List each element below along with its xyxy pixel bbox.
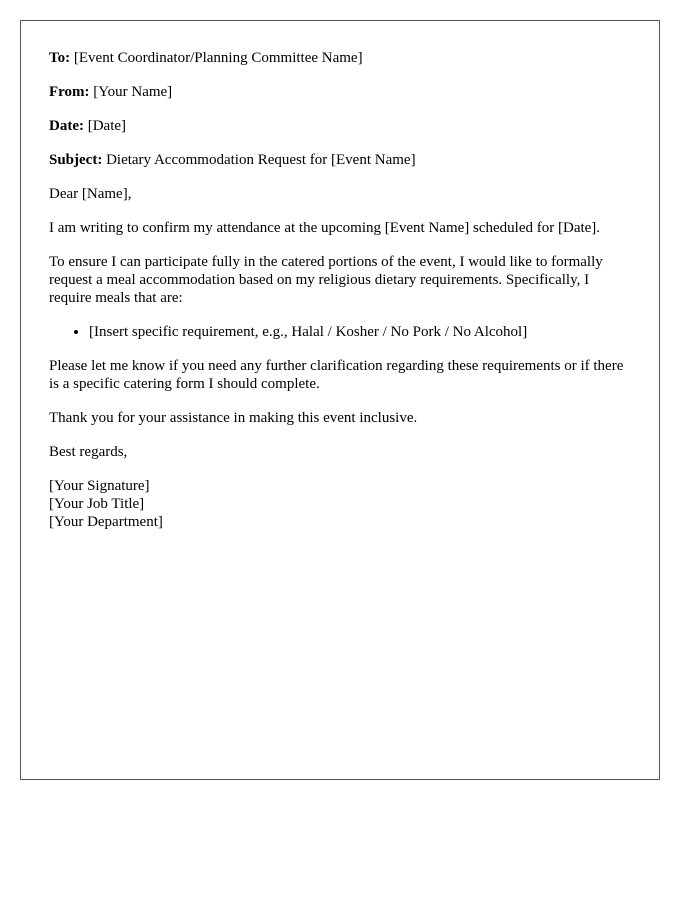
subject-label: Subject:	[49, 152, 103, 168]
to-value: [Event Coordinator/Planning Committee Name]	[73, 50, 363, 66]
date-value: [Date]	[87, 118, 127, 134]
requirement-item: • [Insert specific requirement, e.g., Halal / Kosher / No Pork / No Alcohol]	[89, 323, 631, 341]
from-value: [Your Name]	[93, 84, 173, 100]
to-label: To:	[49, 50, 71, 66]
paragraph-request: To ensure I can participate fully in the catered portions of the event, I would like to formally request a meal accommodation based on my religious dietary requirements. Specifically, I require meals that are:	[49, 254, 603, 306]
to-line	[49, 49, 631, 67]
signature: [Your Signature]	[49, 478, 150, 494]
salutation: Dear [Name],	[49, 186, 132, 202]
paragraph-attendance: I am writing to confirm my attendance at the upcoming [Event Name] scheduled for [Date].	[49, 220, 601, 236]
paragraph-clarification: Please let me know if you need any further clarification regarding these requirements or if there is a specific catering form I should complete.	[49, 358, 624, 392]
signature-block	[49, 477, 631, 531]
sign-off: Best regards,	[49, 444, 128, 460]
paragraph-thanks: Thank you for your assistance in making this event inclusive.	[49, 410, 418, 426]
requirements-list	[49, 323, 631, 341]
date-line	[49, 117, 631, 135]
letter-page	[20, 20, 660, 780]
subject-value: Dietary Accommodation Request for [Event Name]	[106, 152, 416, 168]
from-line	[49, 83, 631, 101]
subject-line	[49, 151, 631, 169]
from-label: From:	[49, 84, 90, 100]
job-title: [Your Job Title]	[49, 496, 145, 512]
department: [Your Department]	[49, 514, 163, 530]
date-label: Date:	[49, 118, 84, 134]
